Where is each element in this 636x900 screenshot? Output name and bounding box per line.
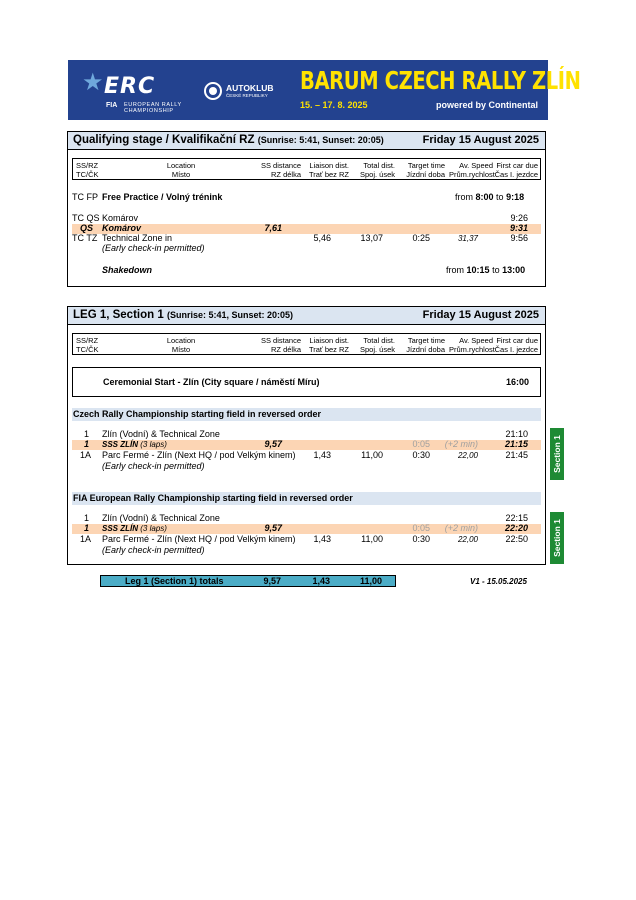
column-headers bbox=[72, 158, 541, 180]
qualifying-date: Friday 15 August 2025 bbox=[422, 134, 539, 146]
tctz-speed: 31,37 bbox=[457, 234, 478, 243]
erc-sss-location: SSS ZLÍN (3 laps) bbox=[102, 524, 167, 533]
erc-tc1a-liaison: 1,43 bbox=[313, 534, 331, 544]
erc-sss-ss-distance: 9,57 bbox=[264, 523, 282, 533]
czech-sss-location: SSS ZLÍN (3 laps) bbox=[102, 440, 167, 449]
col-location: Location Místo bbox=[166, 336, 196, 354]
autoklub-logo bbox=[204, 82, 274, 102]
erc-logo bbox=[78, 64, 198, 116]
tctz-target: 0:25 bbox=[412, 233, 430, 243]
erc-tc1a-speed: 22,00 bbox=[457, 535, 478, 544]
autoklub-emblem-icon bbox=[204, 82, 222, 100]
fp-code: TC FP bbox=[72, 192, 98, 202]
erc-sss-speed: (+2 min) bbox=[444, 523, 478, 533]
qualifying-sun-times: (Sunrise: 5:41, Sunset: 20:05) bbox=[257, 135, 384, 145]
tctz-liaison: 5,46 bbox=[313, 233, 331, 243]
czech-tc1-code: 1 bbox=[84, 429, 90, 439]
col-ss-distance: SS distance RZ délka bbox=[260, 336, 301, 354]
col-target: Target time Jízdní doba bbox=[406, 161, 445, 179]
shakedown-label: Shakedown bbox=[102, 265, 153, 275]
erc-subtitle: EUROPEAN RALLY CHAMPIONSHIP bbox=[124, 102, 182, 114]
czech-tc1-location: Zlín (Vodní) & Technical Zone bbox=[102, 429, 220, 439]
qualifying-title-text: Qualifying stage / Kvalifikační RZ bbox=[73, 134, 255, 146]
col-speed: Av. Speed Prům.rychlost bbox=[449, 161, 495, 179]
erc-tc1-code: 1 bbox=[84, 513, 90, 523]
czech-group-heading: Czech Rally Championship starting field in reversed order bbox=[73, 409, 322, 419]
czech-sss-speed: (+2 min) bbox=[444, 439, 478, 449]
tctz-location: Technical Zone in bbox=[102, 233, 173, 243]
header-banner bbox=[68, 60, 581, 120]
czech-tc1a-note: (Early check-in permitted) bbox=[102, 461, 205, 471]
czech-sss-ss-distance: 9,57 bbox=[264, 439, 282, 449]
version-label: V1 - 15.05.2025 bbox=[470, 577, 527, 586]
qs-code: QS bbox=[80, 223, 94, 233]
col-total: Total dist. Spoj. úsek bbox=[359, 161, 395, 179]
erc-tc1a-note: (Early check-in permitted) bbox=[102, 545, 205, 555]
leg1-sun-times: (Sunrise: 5:41, Sunset: 20:05) bbox=[166, 310, 293, 320]
czech-tc1a-liaison: 1,43 bbox=[313, 450, 331, 460]
col-total: Total dist. Spoj. úsek bbox=[359, 336, 395, 354]
czech-tc1a-time: 21:45 bbox=[505, 450, 528, 460]
leg1-title-text: LEG 1, Section 1 bbox=[73, 309, 164, 321]
totals-liaison: 1,43 bbox=[312, 576, 330, 586]
shakedown-time-range: from 10:15 to 13:00 bbox=[446, 265, 526, 275]
leg1-header bbox=[68, 307, 545, 325]
qualifying-header bbox=[68, 132, 545, 150]
col-speed: Av. Speed Prům.rychlost bbox=[449, 336, 495, 354]
col-first-car: First car due Čas I. jezdce bbox=[494, 336, 538, 354]
erc-sss-target: 0:05 bbox=[412, 523, 430, 533]
qualifying-section bbox=[67, 131, 546, 287]
erc-tc1-time: 22:15 bbox=[505, 513, 528, 523]
col-ss: SS/RZ TC/ČK bbox=[76, 161, 99, 179]
czech-sss-time: 21:15 bbox=[504, 439, 528, 449]
erc-tc1a-total: 11,00 bbox=[361, 534, 383, 544]
tctz-code: TC TZ bbox=[72, 233, 98, 243]
erc-tc1-location: Zlín (Vodní) & Technical Zone bbox=[102, 513, 220, 523]
powered-by: powered by Continental bbox=[435, 100, 538, 110]
czech-tc1-time: 21:10 bbox=[505, 429, 528, 439]
tcqs-location: Komárov bbox=[102, 213, 139, 223]
section-tag-erc: Section 1 bbox=[550, 512, 564, 564]
leg1-title bbox=[73, 309, 293, 321]
col-ss-distance: SS distance RZ délka bbox=[260, 161, 301, 179]
col-ss: SS/RZ TC/ČK bbox=[76, 336, 99, 354]
leg1-section bbox=[67, 306, 546, 565]
ceremonial-start-box bbox=[72, 367, 541, 397]
fp-time-range: from 8:00 to 9:18 bbox=[455, 192, 525, 202]
totals-total: 11,00 bbox=[359, 576, 382, 586]
rally-dates: 15. – 17. 8. 2025 bbox=[300, 100, 368, 110]
star-icon: ★ bbox=[82, 69, 104, 96]
leg1-date: Friday 15 August 2025 bbox=[422, 309, 539, 321]
autoklub-subtitle: ČESKÉ REPUBLIKY bbox=[226, 93, 268, 98]
autoklub-name: AUTOKLUB bbox=[226, 83, 274, 93]
section-tag-czech: Section 1 bbox=[550, 428, 564, 480]
col-target: Target time Jízdní doba bbox=[406, 336, 445, 354]
leg1-totals-bar bbox=[100, 575, 396, 587]
tctz-note: (Early check-in permitted) bbox=[102, 243, 205, 253]
erc-tc1a-time: 22:50 bbox=[505, 534, 528, 544]
tctz-time: 9:56 bbox=[510, 233, 528, 243]
erc-sss-code: 1 bbox=[84, 523, 90, 533]
czech-tc1a-target: 0:30 bbox=[412, 450, 430, 460]
qualifying-title bbox=[73, 134, 384, 146]
czech-sss-target: 0:05 bbox=[412, 439, 430, 449]
totals-label: Leg 1 (Section 1) totals bbox=[125, 576, 224, 586]
qs-ss-distance: 7,61 bbox=[264, 223, 282, 233]
fia-logo: FIA bbox=[106, 102, 118, 109]
erc-group-heading: FIA European Rally Championship starting field in reversed order bbox=[73, 493, 353, 503]
totals-ss: 9,57 bbox=[263, 576, 281, 586]
czech-tc1a-total: 11,00 bbox=[361, 450, 383, 460]
col-liaison: Liaison dist. Trať bez RZ bbox=[308, 336, 349, 354]
erc-tc1a-target: 0:30 bbox=[412, 534, 430, 544]
czech-tc1a-code: 1A bbox=[80, 450, 92, 460]
col-first-car: First car due Čas I. jezdce bbox=[494, 161, 538, 179]
column-headers bbox=[72, 333, 541, 355]
czech-tc1a-speed: 22,00 bbox=[457, 451, 478, 460]
erc-sss-time: 22:20 bbox=[504, 523, 528, 533]
erc-tc1a-location: Parc Fermé - Zlín (Next HQ / pod Velkým kinem) bbox=[102, 534, 296, 544]
tctz-total: 13,07 bbox=[360, 233, 383, 243]
tcqs-time: 9:26 bbox=[510, 213, 528, 223]
rally-title: BARUM CZECH RALLY ZLÍN bbox=[300, 66, 581, 95]
erc-tc1a-code: 1A bbox=[80, 534, 92, 544]
czech-sss-code: 1 bbox=[84, 439, 90, 449]
col-liaison: Liaison dist. Trať bez RZ bbox=[308, 161, 349, 179]
fp-name: Free Practice / Volný trénink bbox=[102, 192, 223, 202]
ceremonial-start-label: Ceremonial Start - Zlín (City square / náměstí Míru) bbox=[103, 377, 320, 387]
ceremonial-start-time: 16:00 bbox=[505, 377, 529, 387]
erc-logo-text: ERC bbox=[104, 74, 156, 99]
tcqs-code: TC QS bbox=[72, 213, 100, 223]
qs-time: 9:31 bbox=[509, 223, 528, 233]
czech-tc1a-location: Parc Fermé - Zlín (Next HQ / pod Velkým kinem) bbox=[102, 450, 296, 460]
col-location: Location Místo bbox=[166, 161, 196, 179]
qs-location: Komárov bbox=[102, 223, 142, 233]
